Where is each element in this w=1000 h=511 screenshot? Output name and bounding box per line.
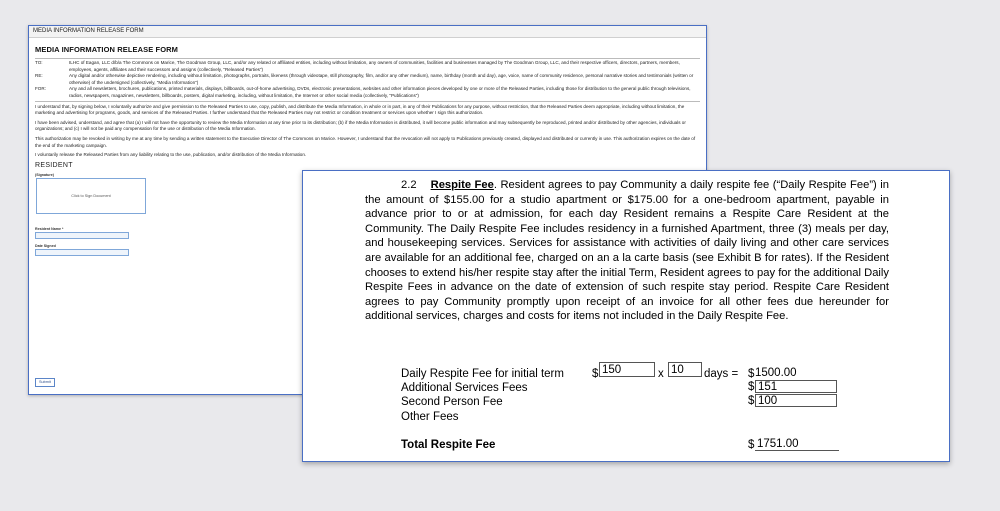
- additional-services-input[interactable]: 151: [755, 380, 837, 393]
- total-fee-label: Total Respite Fee: [401, 439, 496, 451]
- daily-rate-input[interactable]: 150: [599, 362, 655, 377]
- date-signed-label: Date Signed: [35, 243, 56, 248]
- total-fee-value: 1751.00: [755, 438, 839, 451]
- additional-currency: $: [748, 381, 755, 393]
- media-window-titlebar: MEDIA INFORMATION RELEASE FORM: [29, 26, 706, 38]
- release-paragraph: I voluntarily release the Released Parties from any liability relating to the use, publication, and/or distribution of the Media Information.: [35, 152, 307, 158]
- second-person-currency: $: [748, 395, 755, 407]
- row-text: Any digital and/or otherwise depictive rendering, including without limitation, photographs, portraits, likeness (through videotape, still photography, film, and/or any other medium), name, birthday (month and day), age, voice, name of community residence, personal narrative stories and testimonials (written or otherwise) of the undersigned (collectively, "Media Information"): [69, 73, 694, 85]
- second-person-label: Second Person Fee: [401, 396, 503, 408]
- respite-fee-window: [302, 170, 950, 462]
- row-text: ILHC of Eagan, LLC d/b/a The Commons on Marice, The Goodman Group, LLC, and/or any related or affiliated entities, including without limitation, any owners of communities, facilities and businesses managed by The Goodman Group, LLC, and their respective officers, directors, partners, members, employees, agents, affiliates and their successors and assigns (collectively, "Released Parties"): [69, 60, 680, 72]
- row-key: FOR:: [35, 86, 46, 92]
- additional-services-label: Additional Services Fees: [401, 382, 528, 394]
- release-parties-table: [35, 58, 700, 102]
- signature-box[interactable]: [36, 178, 146, 214]
- daily-fee-label: Daily Respite Fee for initial term: [401, 368, 564, 380]
- second-person-input[interactable]: 100: [755, 394, 837, 407]
- daily-total-value: 1500.00: [755, 367, 797, 379]
- submit-button[interactable]: Submit: [35, 378, 55, 387]
- table-row: [35, 60, 700, 73]
- other-fees-label: Other Fees: [401, 411, 459, 423]
- clause-number: 2.2: [401, 179, 417, 191]
- total-currency: $: [748, 439, 755, 451]
- resident-name-label: Resident Name *: [35, 226, 64, 231]
- clause-body: . Resident agrees to pay Community a daily respite fee (“Daily Respite Fee”) in the amount of $155.00 for a studio apartment or $175.00 for a one-bedroom apartment, payable in advance prior to or at admission, for each day Resident remains a Respite Care Resident at the Community. The Daily Respite Fee includes residency in a furnished Apartment, three (3) meals per day, and housekeeping services. Services for assistance with activities of daily living and other care services are available for an additional fee, charged on an a la carte basis (see Exhibit B for rates). If the Resident chooses to extend his/her respite stay after the initial Term, Resident agrees to pay for the additional Daily Respite Fees in advance on the date of extension of such respite stay period. Respite Care Resident agrees to pay Community promptly upon receipt of an invoice for all other fees due hereunder for additional services, charges and costs for items not included in the Daily Respite Fee.: [365, 179, 889, 323]
- clause-heading: Respite Fee: [430, 179, 494, 191]
- table-row: [35, 73, 700, 86]
- authorization-paragraph: I understand that, by signing below, I voluntarily authorize and give permission to the Released Parties to use, copy, publish, and distribute the Media Information, in whole or in part, in any of their Publications for any purpose, without restriction, that the Released Parties deem appropriate, including without limitation, the marketing and advertising for programs, goods, and services of the Released Parties. I further understand that the Released Parties may not restrict or condition treatment or services upon whether I sign this authorization.: [35, 103, 685, 116]
- resident-section-title: RESIDENT: [35, 161, 73, 169]
- signature-label: (Signature): [35, 172, 54, 177]
- times-symbol: x: [658, 368, 664, 380]
- date-signed-input[interactable]: [35, 249, 129, 256]
- revocation-paragraph: This authorization may be revoked in writing by me at any time by sending a written statement to the Executive Director of The Commons on Marice. However, I understand that the revocation will not apply to Publications previously created, displayed and distributed or currently in use. This authorization expires on the date of the end of the marketing campaign.: [35, 135, 696, 148]
- row-text: Any and all newsletters, brochures, publications, printed materials, displays, billboards, out-of-home advertising, DVDs, electronic presentations, websites and other information pieces developed by one or more of the Released Parties, including those for distribution to the general public through televisions, radios, newspapers, magazines, newsletters, billboards, posters, digital marketing, including, without limitation, the Internet or other social media (collectively, "Publications"): [69, 86, 691, 98]
- days-count-input[interactable]: 10: [668, 362, 702, 377]
- advised-paragraph: I have been advised, understand, and agree that (a) I will not have the opportunity to review the Media Information at any time prior to its distribution; (b) if the Media Information is distributed, it will become public information and may subsequently be reproduced, printed and/or distributed by other agencies, individuals or organizations; and (c) I will not be paid any compensation for the use or distribution of the Media Information.: [35, 119, 686, 132]
- table-row: [35, 86, 700, 99]
- respite-clause: [365, 178, 889, 324]
- other-fees-value: [755, 409, 837, 422]
- daily-total-currency: $: [748, 368, 755, 380]
- days-equals-label: days =: [704, 368, 739, 380]
- clause-paragraph: [365, 178, 889, 324]
- row-key: TO:: [35, 60, 43, 65]
- signature-placeholder: Click to Sign Document: [71, 193, 111, 198]
- resident-name-input[interactable]: [35, 232, 129, 239]
- media-form-heading: MEDIA INFORMATION RELEASE FORM: [35, 45, 178, 54]
- daily-rate-currency: $: [592, 368, 599, 380]
- row-key: RE:: [35, 73, 43, 79]
